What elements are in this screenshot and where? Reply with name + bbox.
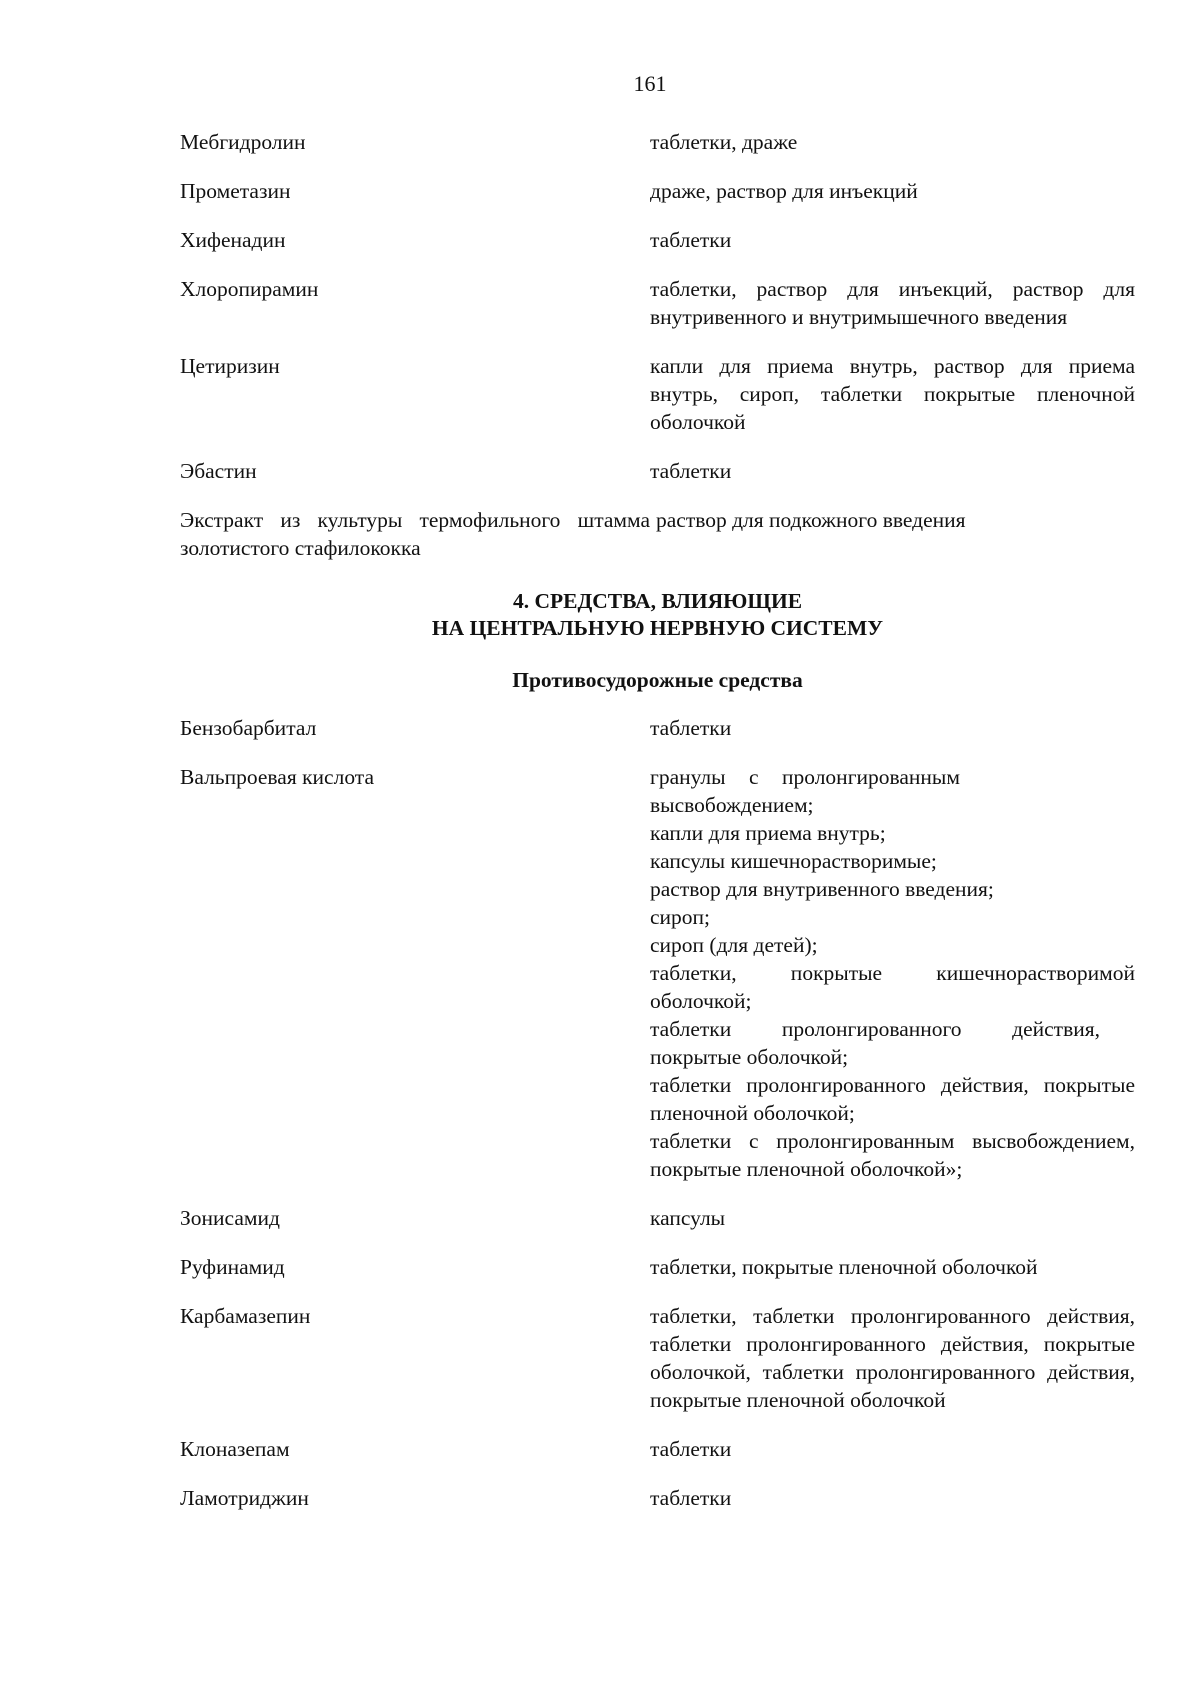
- subsection-heading: Противосудорожные средства: [512, 668, 803, 692]
- drug-table-top: [180, 128, 1135, 583]
- drug-name: Бензобарбитал: [180, 716, 317, 740]
- drug-form: капли для приема внутрь, раствор для приема внутрь, сироп, таблетки покрытые пленочной оболочкой: [650, 354, 1135, 434]
- table-row: [180, 275, 1135, 331]
- drug-form: таблетки: [650, 1486, 732, 1510]
- form-item: сироп;: [650, 905, 711, 929]
- drug-name: Ламотриджин: [180, 1486, 309, 1510]
- form-item: таблетки пролонгированного действия, покрытые пленочной оболочкой;: [650, 1073, 1135, 1125]
- section-heading-line-2: НА ЦЕНТРАЛЬНУЮ НЕРВНУЮ СИСТЕМУ: [431, 616, 884, 640]
- drug-name: Вальпроевая кислота: [180, 765, 374, 789]
- form-item: капсулы кишечнорастворимые;: [650, 849, 937, 873]
- table-row: [180, 1435, 1135, 1463]
- table-row: [180, 714, 1135, 742]
- table-row: [180, 352, 1135, 436]
- form-item: гранулы с пролонгированным высвобождением;: [650, 765, 960, 817]
- table-row: [180, 177, 1135, 205]
- table-row: [180, 763, 1135, 1183]
- form-item: таблетки с пролонгированным высвобождением, покрытые пленочной оболочкой»;: [650, 1129, 1135, 1181]
- page-number: 161: [633, 71, 667, 96]
- table-row: [180, 457, 1135, 485]
- table-row: [180, 506, 1135, 562]
- table-row: [180, 1302, 1135, 1414]
- drug-name: Зонисамид: [180, 1206, 280, 1230]
- drug-table-bottom: [180, 714, 1135, 1533]
- form-item: сироп (для детей);: [650, 933, 818, 957]
- table-row: [180, 1204, 1135, 1232]
- drug-form: таблетки, драже: [650, 130, 798, 154]
- table-row: [180, 226, 1135, 254]
- drug-form: раствор для подкожного введения: [656, 508, 966, 532]
- form-item: таблетки пролонгированного действия, покрытые оболочкой;: [650, 1017, 1100, 1069]
- drug-name: Экстракт из культуры термофильного штамма золотистого стафилококка: [180, 508, 650, 560]
- drug-form: таблетки, таблетки пролонгированного действия, таблетки пролонгированного действия, покрытые оболочкой, таблетки пролонгированного действия, покрытые пленочной оболочкой: [650, 1304, 1135, 1412]
- table-row: [180, 1484, 1135, 1512]
- drug-form-list: [650, 763, 1135, 1183]
- drug-form: таблетки, покрытые пленочной оболочкой: [650, 1255, 1038, 1279]
- drug-name: Эбастин: [180, 459, 257, 483]
- drug-name: Клоназепам: [180, 1437, 290, 1461]
- drug-form: драже, раствор для инъекций: [650, 179, 918, 203]
- drug-name: Мебгидролин: [180, 130, 306, 154]
- form-item: капли для приема внутрь;: [650, 821, 886, 845]
- drug-name: Хлоропирамин: [180, 277, 319, 301]
- drug-form: таблетки: [650, 716, 732, 740]
- form-item: таблетки, покрытые кишечнорастворимой оболочкой;: [650, 961, 1135, 1013]
- drug-name: Руфинамид: [180, 1255, 285, 1279]
- drug-name: Хифенадин: [180, 228, 286, 252]
- table-row: [180, 1253, 1135, 1281]
- drug-form: капсулы: [650, 1206, 726, 1230]
- section-heading: [180, 588, 1135, 642]
- table-row: [180, 128, 1135, 156]
- drug-name: Цетиризин: [180, 354, 280, 378]
- drug-form: таблетки, раствор для инъекций, раствор для внутривенного и внутримышечного введения: [650, 277, 1135, 329]
- drug-form: таблетки: [650, 1437, 732, 1461]
- drug-form: таблетки: [650, 459, 732, 483]
- drug-name: Прометазин: [180, 179, 291, 203]
- drug-name: Карбамазепин: [180, 1304, 311, 1328]
- section-heading-line-1: 4. СРЕДСТВА, ВЛИЯЮЩИЕ: [512, 589, 803, 613]
- drug-form: таблетки: [650, 228, 732, 252]
- form-item: раствор для внутривенного введения;: [650, 877, 994, 901]
